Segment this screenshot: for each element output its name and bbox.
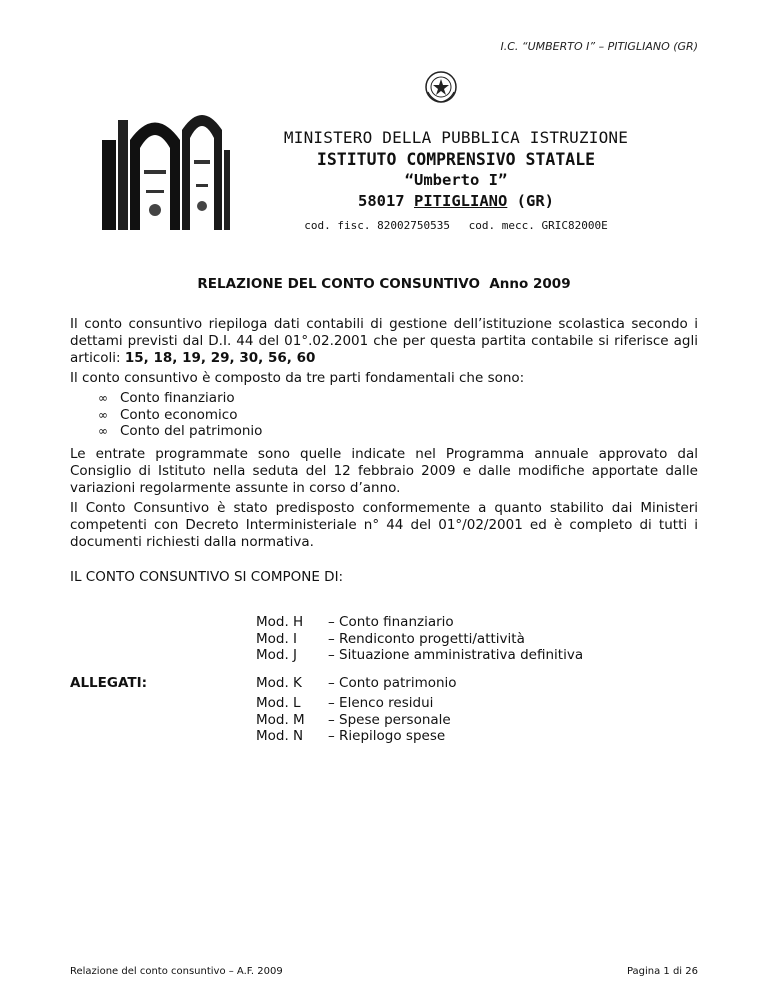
list-item: [98, 390, 262, 407]
attachments-label: ALLEGATI:: [70, 675, 147, 691]
revenue-paragraph: Le entrate programmate sono quelle indicate nel Programma annuale approvato dal Consiglio di Istituto nella seduta del 12 febbraio 2009 e dalle modifiche apportate dalle variazioni regolarmente assunte in corso d’anno.: [70, 446, 698, 496]
list-item: [98, 407, 262, 424]
attachment-description: – Spese personale: [328, 711, 451, 728]
school-codes: [226, 219, 686, 232]
school-logo-image: [100, 100, 232, 232]
attachment-code: Mod. K: [256, 675, 302, 691]
page-number: Pagina 1 di 26: [626, 966, 698, 977]
list-item-label: Conto finanziario: [120, 390, 235, 406]
intro-text: Il conto consuntivo riepiloga dati contabili di gestione dell’istituzione scolastica secondo i dettami previsti dal D.I. 44 del 01°.02.2001 che per questa partita contabile si riferisce agli articoli:: [70, 316, 698, 366]
school-name: “Umberto I”: [404, 171, 508, 189]
mecc-code: cod. mecc. GRIC82000E: [468, 219, 608, 232]
article-list: 15, 18, 19, 29, 30, 56, 60: [124, 350, 316, 366]
fiscal-code: cod. fisc. 82002750535: [304, 219, 450, 232]
attachment-code: Mod. M: [256, 711, 305, 728]
model-description: – Rendiconto progetti/attività: [328, 630, 525, 647]
models-descriptions: [328, 614, 583, 664]
attachments-descriptions: [328, 695, 451, 745]
school-address: [226, 192, 686, 210]
compliance-paragraph: Il Conto Consuntivo è stato predisposto conformemente a quanto stabilito dai Ministeri competenti con Decreto Interministeriale n° 44 del 01°/02/2001 ed è completo di tutti i documenti richiesti dalla normativa.: [70, 500, 698, 550]
institute-type: ISTITUTO COMPRENSIVO STATALE: [316, 150, 596, 169]
model-description: – Conto finanziario: [328, 614, 454, 630]
parts-list: [98, 390, 262, 440]
city: PITIGLIANO: [414, 192, 508, 210]
bullet-icon: ∞: [98, 407, 108, 422]
province: (GR): [516, 192, 554, 210]
model-code: Mod. J: [256, 647, 298, 663]
attachment-description: – Riepilogo spese: [328, 728, 446, 744]
bullet-icon: ∞: [98, 391, 108, 405]
attachment-description: – Conto patrimonio: [328, 675, 457, 691]
composition-paragraph: Il conto consuntivo è composto da tre parti fondamentali che sono:: [70, 370, 525, 386]
republic-emblem-icon: [424, 70, 458, 104]
postcode: 58017: [357, 192, 405, 210]
running-header: I.C. “UMBERTO I” – PITIGLIANO (GR): [500, 40, 698, 53]
document-title: RELAZIONE DEL CONTO CONSUNTIVO Anno 2009: [197, 276, 571, 292]
attachment-description: – Elenco residui: [328, 695, 434, 711]
ministry-name: MINISTERO DELLA PUBBLICA ISTRUZIONE: [283, 128, 629, 147]
composition-heading: IL CONTO CONSUNTIVO SI COMPONE DI:: [70, 569, 344, 585]
list-item-label: Conto economico: [120, 406, 238, 423]
attachments-codes: [256, 695, 305, 745]
intro-paragraph: [70, 316, 698, 367]
model-code: Mod. I: [256, 630, 298, 647]
list-item-label: Conto del patrimonio: [120, 423, 263, 439]
model-description: – Situazione amministrativa definitiva: [328, 647, 584, 663]
list-item: [98, 423, 262, 440]
bullet-icon: ∞: [98, 424, 108, 438]
model-code: Mod. H: [256, 614, 304, 630]
footer-title: Relazione del conto consuntivo – A.F. 2009: [70, 966, 283, 977]
attachment-code: Mod. L: [256, 695, 301, 711]
attachment-code: Mod. N: [256, 728, 304, 744]
models-codes: [256, 614, 303, 664]
